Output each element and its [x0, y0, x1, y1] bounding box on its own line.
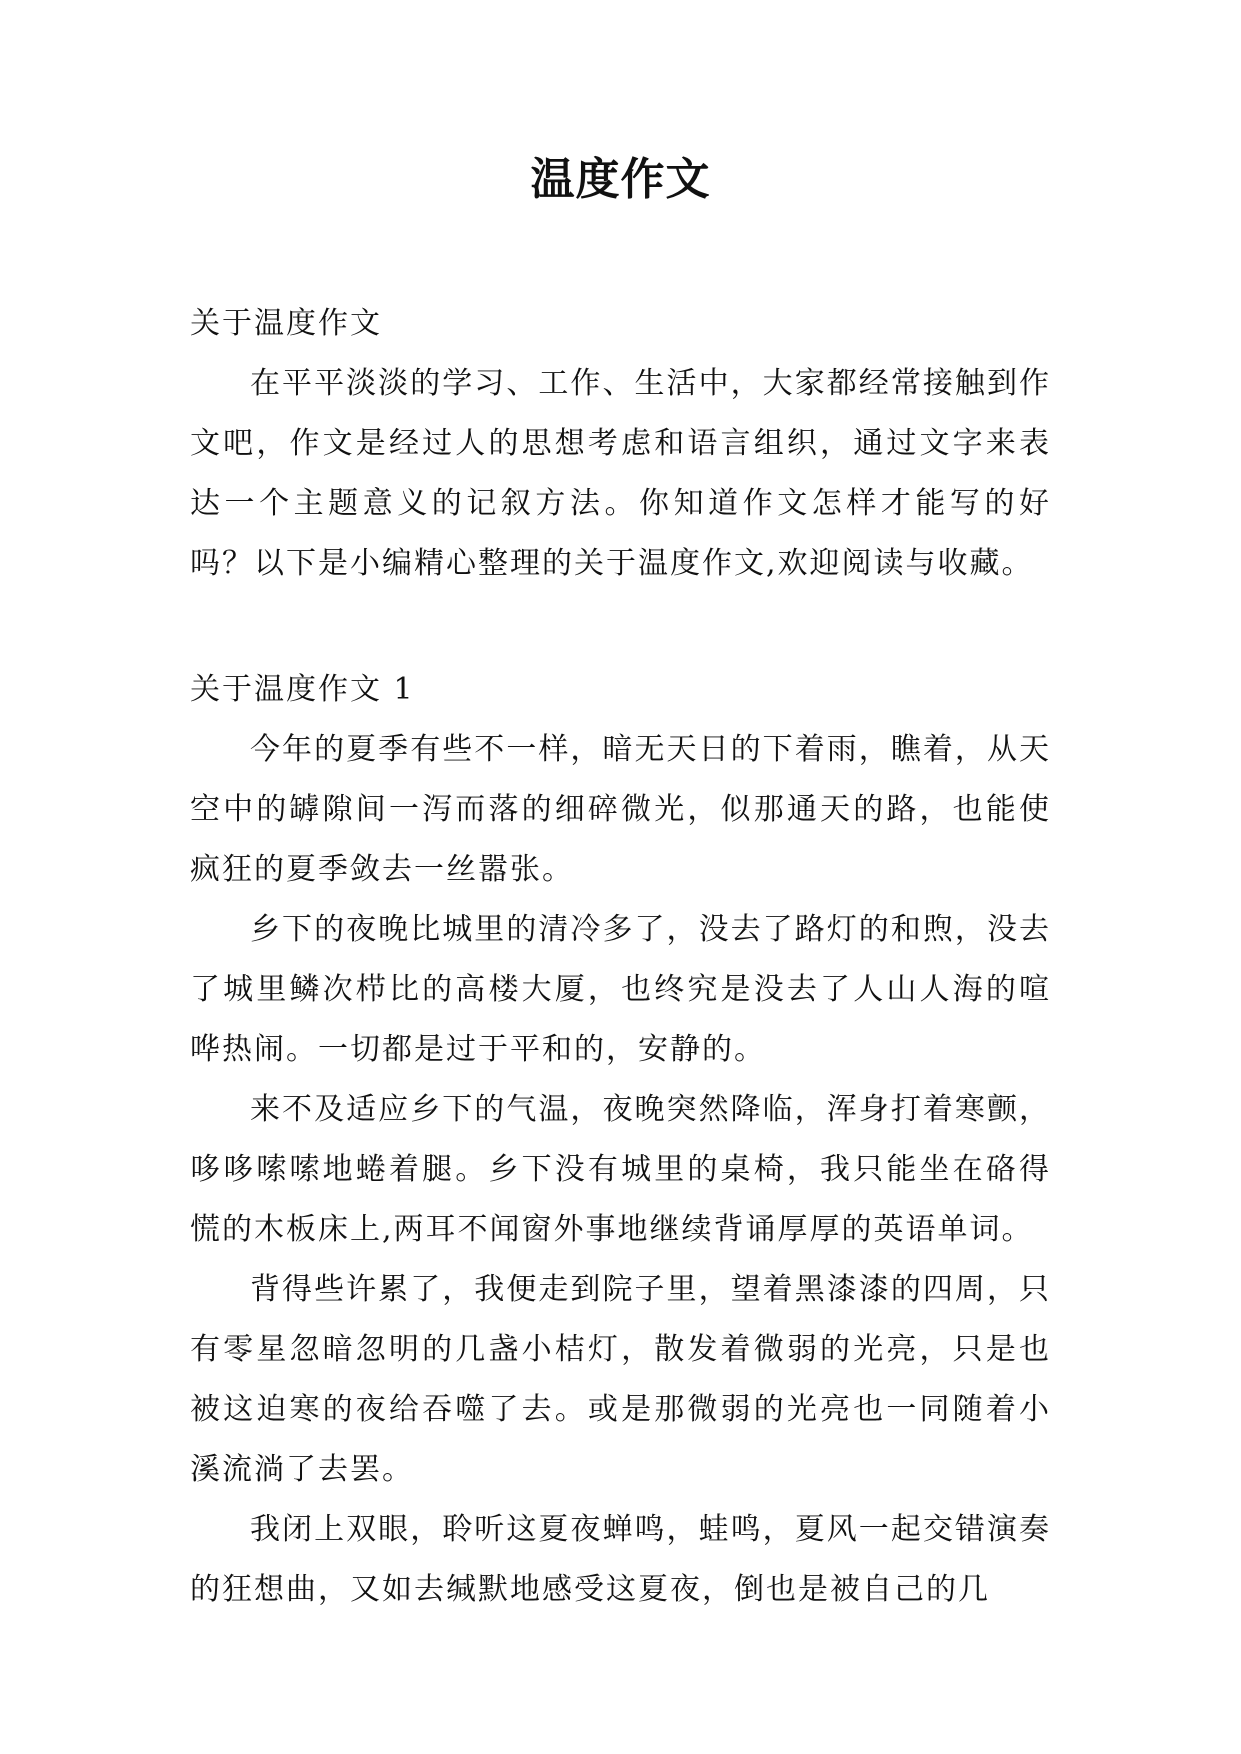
- intro-heading: 关于温度作文: [190, 306, 382, 341]
- essay-paragraph: 乡下的夜晚比城里的清冷多了，没去了路灯的和煦，没去了城里鳞次栉比的高楼大厦，也终究是没去了人山人海的喧哗热闹。一切都是过于平和的，安静的。: [190, 912, 1051, 1067]
- essay-paragraph: 来不及适应乡下的气温，夜晚突然降临，浑身打着寒颤，哆哆嗦嗦地蜷着腿。乡下没有城里的桌椅，我只能坐在硌得慌的木板床上,两耳不闻窗外事地继续背诵厚厚的英语单词。: [190, 1092, 1051, 1247]
- essay-paragraph: 背得些许累了，我便走到院子里，望着黑漆漆的四周，只有零星忽暗忽明的几盏小桔灯，散发着微弱的光亮，只是也被这迫寒的夜给吞噬了去。或是那微弱的光亮也一同随着小溪流淌了去罢。: [190, 1272, 1051, 1487]
- document-title: 温度作文: [530, 154, 711, 205]
- essay-paragraph: 今年的夏季有些不一样，暗无天日的下着雨，瞧着，从天空中的罅隙间一泻而落的细碎微光，似那通天的路，也能使疯狂的夏季敛去一丝嚣张。: [190, 732, 1051, 887]
- essay-heading: 关于温度作文 1: [190, 672, 415, 707]
- essay-paragraph: 我闭上双眼，聆听这夏夜蝉鸣，蛙鸣，夏风一起交错演奏的狂想曲，又如去缄默地感受这夏夜，倒也是被自己的几: [190, 1512, 1051, 1607]
- intro-paragraph: 在平平淡淡的学习、工作、生活中，大家都经常接触到作文吧，作文是经过人的思想考虑和语言组织，通过文字来表达一个主题意义的记叙方法。你知道作文怎样才能写的好吗？以下是小编精心整理的关于温度作文,欢迎阅读与收藏。: [190, 366, 1051, 581]
- section-spacer: [190, 594, 1051, 660]
- document-body: [190, 294, 1051, 1620]
